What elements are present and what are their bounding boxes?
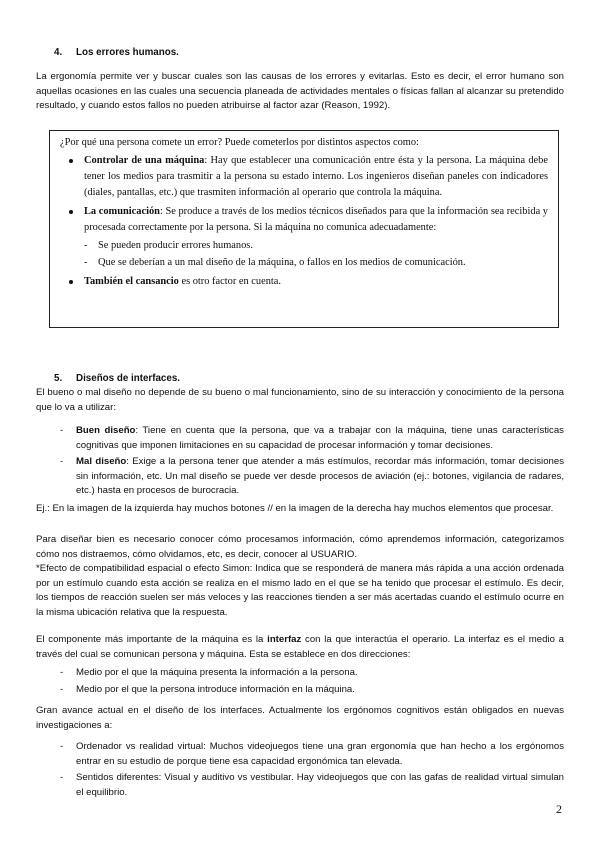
component-text-after: con la que interactúa el operario. La interfaz es el medio a través del cual se comunican persona y máquina. Esta se establece en dos direcciones: bbox=[36, 634, 564, 660]
section-5-number: 5. bbox=[54, 373, 63, 384]
design-item-bold: Buen diseño bbox=[76, 425, 136, 436]
direction-item: - Medio por el que la persona introduce información en la máquina. bbox=[60, 683, 564, 698]
box-question: ¿Por qué una persona comete un error? Puede cometerlos por distintos aspectos como: bbox=[60, 137, 419, 148]
example-paragraph: Ej.: En la imagen de la izquierda hay muchos botones // en la imagen de la derecha hay muchos elementos que procesar. bbox=[36, 503, 554, 514]
research-item: - Ordenador vs realidad virtual: Muchos videojuegos tiene una gran ergonomía que han hecho a los ergónomos entrar en su estudio de porque tiene esa capacidad ergonómica tan elevada. bbox=[60, 740, 564, 769]
error-causes-box bbox=[49, 130, 559, 328]
cause-item-bold: También el cansancio bbox=[84, 276, 179, 287]
section-4-number: 4. bbox=[54, 47, 63, 58]
direction-list bbox=[60, 666, 564, 699]
cause-item-communication bbox=[84, 204, 548, 271]
design-item-good bbox=[60, 424, 564, 453]
section-5-heading bbox=[54, 372, 180, 387]
section-4-intro: La ergonomía permite ver y buscar cuales son las causas de los errores y evitarlas. Esto es decir, el error humano son aquellas ocasiones en las cuales una secuencia planeada de actividades mentales o físicas fallan al alcanzar su pretendido resultado, y cuando estos fallos no pueden atribuirse al factor azar (Reason, 1992). bbox=[36, 71, 564, 111]
cause-item-text: : Se produce a través de los medios técnicos diseñados para que la información sea recibida y procesada correctamente por la persona. Si la máquina no comunica adecuadamente: bbox=[84, 206, 548, 233]
cause-item-bold: Controlar de una máquina bbox=[84, 155, 205, 166]
page-number: 2 bbox=[556, 802, 562, 816]
interface-component-paragraph bbox=[36, 633, 564, 662]
research-list bbox=[60, 740, 564, 802]
design-item-text: : Tiene en cuenta que la persona, que va a trabajar con la máquina, tiene unas características cognitivas que imponen limitaciones en su capacidad de procesar información y tomar decisiones. bbox=[76, 425, 564, 451]
communication-subitem: - Se pueden producir errores humanos. bbox=[84, 238, 548, 254]
component-bold: interfaz bbox=[267, 634, 302, 645]
component-text-before: El componente más importante de la máquina es la bbox=[36, 634, 268, 645]
section-4-heading bbox=[54, 46, 179, 61]
section-5-title: Diseños de interfaces. bbox=[76, 373, 180, 384]
cause-item-machine-control bbox=[84, 153, 548, 201]
design-item-bad bbox=[60, 455, 564, 499]
simon-effect-paragraph: *Efecto de compatibilidad espacial o efecto Simon: Indica que se responderá de manera más rápida a una acción ordenada por un estímulo cuando esta acción se realiza en el mismo lado en el que se ha tenido que procesar el estímulo. Es decir, los tiempos de reacción suelen ser más veloces y las reacciones tienden a ser más acertadas cuando el estímulo ocurre en la misma ubicación relativa que la respuesta. bbox=[36, 563, 564, 618]
section-4-title: Los errores humanos. bbox=[76, 47, 179, 58]
cause-item-text: es otro factor en cuenta. bbox=[178, 276, 282, 287]
advance-paragraph: Gran avance actual en el diseño de los interfaces. Actualmente los ergónomos cognitivos están obligados en nuevas investigaciones a: bbox=[36, 705, 564, 731]
design-item-bold: Mal diseño bbox=[76, 456, 127, 467]
cause-item-text: : Hay que establecer una comunicación entre ésta y la persona. La máquina debe tener los medios para trasmitir a la persona su estado interno. Los ingenieros diseñan paneles con indicadores (diales, pantallas, etc.) que trasmiten información al operario que controla la máquina. bbox=[84, 155, 548, 198]
cause-list bbox=[60, 153, 548, 290]
design-item-text: : Exige a la persona tener que atender a más estímulos, recordar más información, tomar decisiones sin información, etc. Un mal diseño se puede ver desde procesos de aviación (ej.: botones, vigilancia de radares, etc.) hasta en procesos de burocracia. bbox=[76, 456, 564, 496]
communication-sublist bbox=[84, 238, 548, 271]
section-5-intro: El bueno o mal diseño no depende de su bueno o mal funcionamiento, sino de su interacción y conocimiento de la persona que lo va a utilizar: bbox=[36, 387, 564, 413]
cause-item-fatigue bbox=[84, 274, 548, 290]
design-list bbox=[60, 424, 564, 501]
cause-item-bold: La comunicación bbox=[84, 206, 160, 217]
research-item: - Sentidos diferentes: Visual y auditivo vs vestibular. Hay videojuegos que con las gafas de realidad virtual simulan el equilibrio. bbox=[60, 771, 564, 800]
communication-subitem: - Que se deberían a un mal diseño de la máquina, o fallos en los medios de comunicación. bbox=[84, 255, 548, 271]
direction-item: - Medio por el que la máquina presenta la información a la persona. bbox=[60, 666, 564, 681]
well-design-paragraph: Para diseñar bien es necesario conocer cómo procesamos información, cómo aprendemos información, categorizamos cómo nos distraemos, cómo olvidamos, etc, es decir, conocer al USUARIO. bbox=[36, 534, 564, 560]
